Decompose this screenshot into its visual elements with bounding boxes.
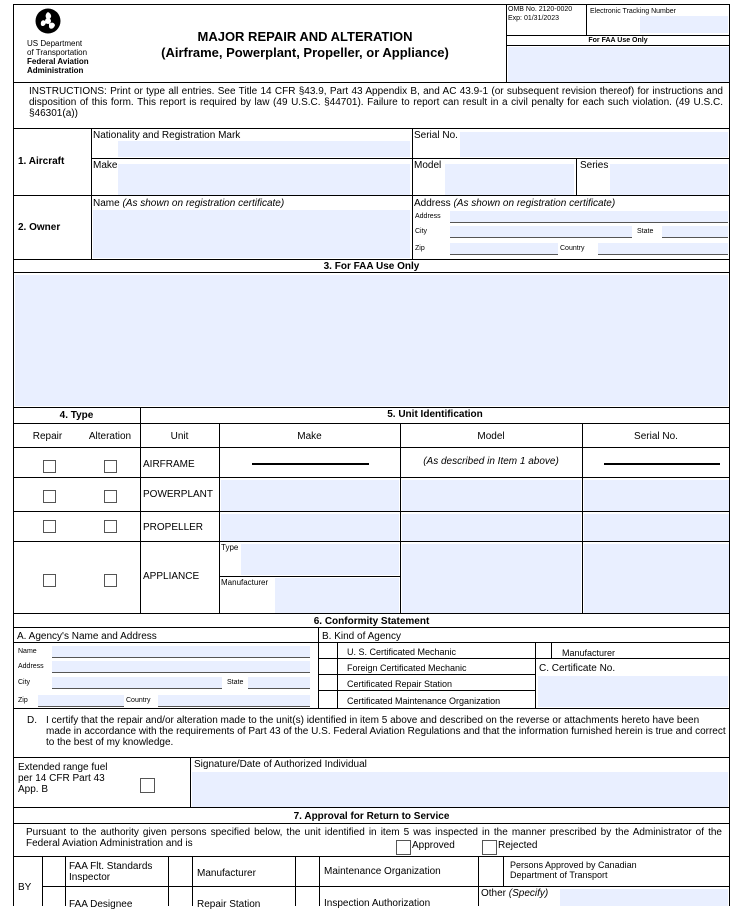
make-label: Make (93, 160, 118, 171)
airframe-repair-checkbox[interactable] (43, 460, 56, 473)
owner-country-label: Country (560, 245, 585, 252)
other-specify-field[interactable] (560, 889, 728, 906)
approval-section-label: 7. Approval for Return to Service (13, 808, 730, 824)
propeller-model-field[interactable] (402, 514, 581, 541)
other-label: Other (Specify) (481, 888, 549, 899)
approved-label: Approved (412, 840, 455, 851)
agency-name-label: Name (18, 648, 37, 655)
model-field[interactable] (445, 164, 574, 195)
signature-field[interactable] (192, 772, 728, 807)
owner-state-field[interactable] (662, 226, 728, 238)
agency-country-label: Country (126, 697, 151, 704)
cert-d-label: D. (27, 715, 37, 726)
series-label: Series (580, 160, 609, 171)
form-title: MAJOR REPAIR AND ALTERATION (197, 29, 413, 44)
owner-zip-label: Zip (415, 245, 425, 252)
approval-col-g (478, 856, 479, 906)
appliance-alteration-checkbox[interactable] (104, 574, 117, 587)
certificate-no-label: C. Certificate No. (539, 663, 616, 674)
approved-checkbox[interactable] (396, 840, 411, 855)
approval-col-a (42, 856, 43, 906)
canadian-approval-checkbox[interactable] (480, 860, 501, 884)
signature-label: Signature/Date of Authorized Individual (194, 759, 367, 770)
form-subtitle: (Airframe, Powerplant, Propeller, or Appliance) (161, 45, 449, 60)
owner-zip-field[interactable] (450, 243, 558, 255)
maint-org-approval-checkbox[interactable] (297, 860, 317, 884)
agency-zip-field[interactable] (38, 695, 124, 707)
inspection-authorization-label: Inspection Authorization (324, 898, 431, 909)
unit-column-header: Unit (170, 431, 189, 442)
nationality-field[interactable] (118, 141, 410, 157)
propeller-repair-checkbox[interactable] (43, 520, 56, 533)
rejected-checkbox[interactable] (482, 840, 497, 855)
appliance-repair-checkbox[interactable] (43, 574, 56, 587)
airframe-alteration-checkbox[interactable] (104, 460, 117, 473)
agency-name-address-label: A. Agency's Name and Address (17, 631, 157, 642)
repair-column-header: Repair (32, 431, 63, 442)
certification-statement: I certify that the repair and/or alteration made to the unit(s) identified in item 5 above and described on the reverse or attachments hereto have been made in accordance with the requirements of Part 43 of the U.S. Federal Aviation Regulations and that the information furnished herein is true and correct to the best of my knowledge. (46, 715, 726, 748)
owner-country-field[interactable] (598, 243, 728, 255)
airframe-model-note: (As described in Item 1 above) (423, 456, 559, 467)
make-column-header: Make (297, 431, 322, 442)
manufacturer-checkbox[interactable] (537, 645, 550, 657)
agency-state-label: State (227, 679, 244, 686)
kind-of-agency-label: B. Kind of Agency (322, 631, 401, 642)
faa-use-section-field[interactable] (15, 275, 728, 406)
approval-col-b (65, 856, 66, 906)
kind-repair-station: Certificated Repair Station (347, 679, 453, 689)
kind-maintenance-org: Certificated Maintenance Organization (347, 696, 501, 706)
approval-col-e (295, 856, 296, 906)
owner-section-label: 2. Owner (18, 222, 61, 233)
owner-state-label: State (637, 228, 654, 235)
aircraft-col-divider-2 (412, 129, 413, 196)
agency-name: US Department of Transportation Federal Aviation Administration (27, 39, 89, 75)
by-label: BY (18, 882, 32, 893)
approval-col-h (503, 856, 504, 886)
powerplant-repair-checkbox[interactable] (43, 490, 56, 503)
model-label: Model (414, 160, 442, 171)
appliance-type-field[interactable] (241, 544, 399, 575)
maint-org-approval-label: Maintenance Organization (324, 866, 441, 877)
owner-addr-line-label: Address (415, 213, 441, 220)
extended-range-fuel-label: Extended range fuel per 14 CFR Part 43 App. B (18, 762, 108, 795)
agency-city-field[interactable] (52, 677, 222, 689)
faa-use-section-label: 3. For FAA Use Only (13, 261, 730, 273)
agency-country-field[interactable] (158, 695, 310, 707)
faa-inspector-checkbox[interactable] (44, 860, 64, 884)
serial-label: Serial No. (414, 130, 458, 141)
agency-state-field[interactable] (248, 677, 310, 689)
propeller-unit-label: PROPELLER (143, 522, 204, 533)
instructions: INSTRUCTIONS: Print or type all entries. See Title 14 CFR §43.9, Part 43 Appendix B, and AC 43.9-1 (or subsequent revision thereof) for instructions and disposition of this form. This report is required by law (49 U.S.C. §44701). Failure to report can result in a civil penalty for each such violation. (49 U.S.C. §46301(a)) (13, 83, 730, 129)
faa-use-only-field[interactable] (508, 47, 729, 82)
tracking-divider (586, 4, 587, 35)
approval-text: Pursuant to the authority given persons specified below, the unit identified in item 5 was inspected in the manner prescribed by the Administrator of the Federal Aviation Administration and is (26, 827, 722, 849)
canadian-approval-label: Persons Approved by Canadian Department of Transport (510, 860, 637, 880)
type-section-label: 4. Type (13, 410, 140, 424)
approval-col-f (319, 856, 320, 906)
omb-number: OMB No. 2120-0020 (508, 6, 573, 13)
faa-use-only-label: For FAA Use Only (588, 37, 648, 44)
maintenance-org-checkbox[interactable] (320, 693, 335, 705)
owner-name-field[interactable] (93, 210, 410, 258)
owner-address-label: Address (As shown on registration certificate) (414, 198, 616, 209)
foreign-mechanic-checkbox[interactable] (320, 661, 335, 673)
owner-col-divider-2 (412, 196, 413, 260)
agency-city-label: City (18, 679, 31, 686)
agency-address-label: Address (18, 663, 44, 670)
manufacturer-approval-checkbox[interactable] (170, 860, 190, 884)
owner-city-label: City (415, 228, 428, 235)
kind-manufacturer: Manufacturer (562, 648, 616, 658)
appliance-type-divider (219, 576, 400, 577)
propeller-make-field[interactable] (221, 514, 399, 541)
series-field[interactable] (610, 164, 728, 195)
approval-grid-top (13, 856, 730, 857)
aircraft-section-label: 1. Aircraft (18, 156, 65, 167)
us-mechanic-checkbox[interactable] (320, 645, 335, 657)
extended-range-fuel-checkbox[interactable] (140, 778, 155, 793)
owner-col-divider (91, 196, 92, 260)
manufacturer-approval-label: Manufacturer (197, 868, 256, 879)
tracking-number-field[interactable] (640, 16, 728, 33)
agency-address-field[interactable] (52, 661, 310, 673)
model-column-header: Model (477, 431, 505, 442)
faa-designee-label: FAA Designee (69, 899, 133, 910)
airframe-make-line (252, 463, 369, 465)
agency-zip-label: Zip (18, 697, 28, 704)
conformity-section-label: 6. Conformity Statement (13, 614, 730, 628)
aircraft-col-divider (91, 129, 92, 196)
appliance-manufacturer-label: Manufacturer (221, 578, 269, 587)
approval-col-c (168, 856, 169, 906)
airframe-serial-line (604, 463, 720, 465)
serial-field[interactable] (460, 132, 728, 157)
faa-inspector-label: FAA Flt. Standards Inspector (69, 861, 153, 883)
repair-station-checkbox[interactable] (320, 677, 335, 689)
make-field[interactable] (118, 164, 410, 195)
expiration: Exp: 01/31/2023 (508, 15, 559, 22)
propeller-serial-field[interactable] (584, 514, 729, 541)
owner-address-field[interactable] (450, 211, 728, 223)
propeller-alteration-checkbox[interactable] (104, 520, 117, 533)
serial-column-header: Serial No. (634, 431, 678, 442)
owner-name-label: Name (As shown on registration certificate) (93, 198, 285, 209)
kind-us-mechanic: U. S. Certificated Mechanic (347, 647, 457, 657)
approval-grid-mid (42, 886, 730, 887)
aircraft-row-divider (91, 158, 730, 159)
dot-logo (35, 8, 61, 34)
series-divider (576, 158, 577, 196)
rejected-label: Rejected (498, 840, 538, 851)
powerplant-unit-label: POWERPLANT (143, 489, 214, 500)
appliance-manufacturer-field[interactable] (275, 578, 399, 613)
powerplant-make-field[interactable] (221, 480, 399, 511)
repair-station-approval-label: Repair Station (197, 899, 261, 910)
agency-name-field[interactable] (52, 646, 310, 658)
appliance-unit-label: APPLIANCE (143, 571, 200, 582)
alteration-column-header: Alteration (88, 431, 132, 442)
appliance-model-field[interactable] (402, 544, 581, 613)
nationality-label: Nationality and Registration Mark (93, 130, 241, 141)
approval-col-d (192, 856, 193, 906)
owner-city-field[interactable] (450, 226, 632, 238)
tracking-label: Electronic Tracking Number (590, 8, 676, 15)
powerplant-serial-field[interactable] (584, 480, 729, 511)
appliance-type-label: Type (221, 543, 239, 552)
powerplant-model-field[interactable] (402, 480, 581, 511)
powerplant-alteration-checkbox[interactable] (104, 490, 117, 503)
signature-divider (190, 758, 191, 808)
certificate-no-field[interactable] (538, 676, 728, 707)
kind-foreign-mechanic: Foreign Certificated Mechanic (347, 663, 467, 673)
unit-section-label: 5. Unit Identification (140, 409, 730, 424)
airframe-unit-label: AIRFRAME (143, 459, 195, 470)
appliance-serial-field[interactable] (584, 544, 729, 613)
